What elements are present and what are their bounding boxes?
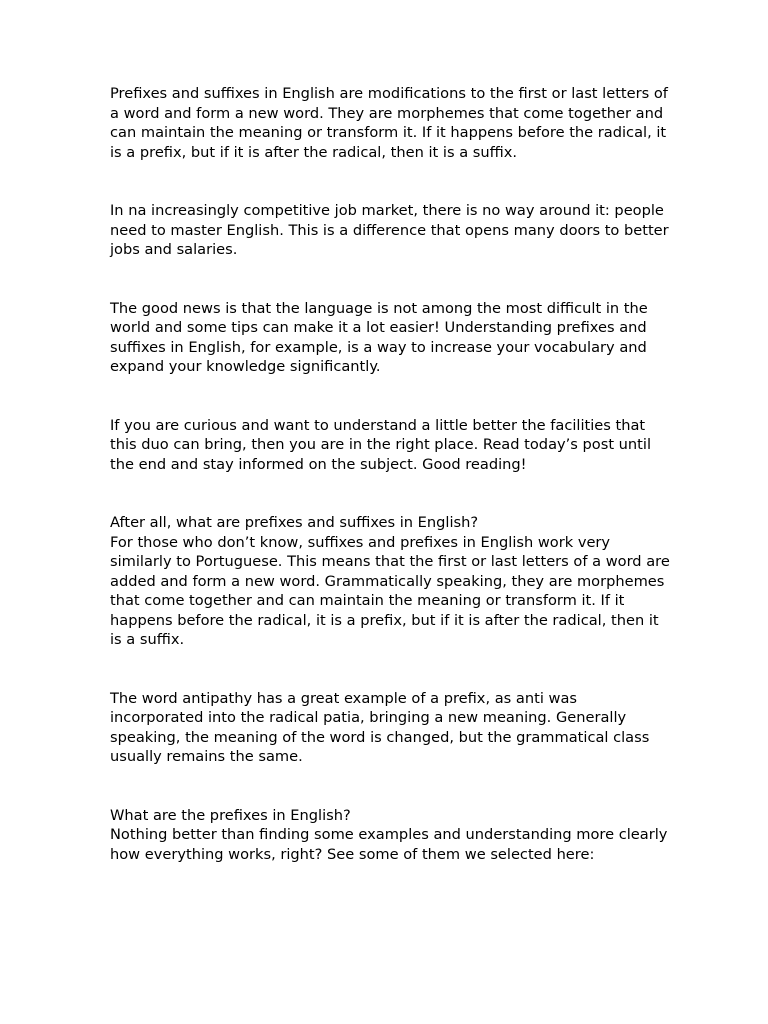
section-heading-definition: After all, what are prefixes and suffixes in English? — [110, 514, 479, 531]
section-heading-prefixes: What are the prefixes in English? — [110, 806, 351, 824]
definition-paragraph-1: For those who don’t know, suffixes and prefixes in English work very similarly to Portuguese. This means that the first or last letters of a word are added and form a new word. Grammatically speaking, they are morphemes that come together and can maintain the meaning or transform it. If it happens before the radical, it is a prefix, but if it is after the radical, then it is a suffix. — [110, 533, 670, 648]
prefixes-paragraph-1: Nothing better than finding some examples and understanding more clearly how everything works, right? See some of them we selected here: — [110, 826, 668, 863]
intro-paragraph-1: Prefixes and suffixes in English are modifications to the first or last letters of a word and form a new word. They are morphemes that come together and can maintain the meaning or transform it. If it happens before the radical, it is a prefix, but if it is after the radical, then it is a suffix. — [110, 85, 668, 161]
intro-paragraph-4: If you are curious and want to understand a little better the facilities that this duo can bring, then you are in the right place. Read today’s post until the end and stay informed on the subject. Good reading! — [110, 416, 652, 473]
intro-paragraph-2: In na increasingly competitive job market, there is no way around it: people need to master English. This is a difference that opens many doors to better jobs and salaries. — [110, 202, 669, 258]
intro-paragraph-3: The good news is that the language is not among the most difficult in the world and some tips can make it a lot easier! Understanding prefixes and suffixes in English, for example, is a way to increase your vocabulary and expand your knowledge significantly. — [110, 299, 648, 375]
document-page — [110, 84, 670, 864]
definition-paragraph-2: The word antipathy has a great example of a prefix, as anti was incorporated into the radical patia, bringing a new meaning. Generally speaking, the meaning of the word is changed, but the grammatical class usually remains the same. — [110, 689, 650, 765]
